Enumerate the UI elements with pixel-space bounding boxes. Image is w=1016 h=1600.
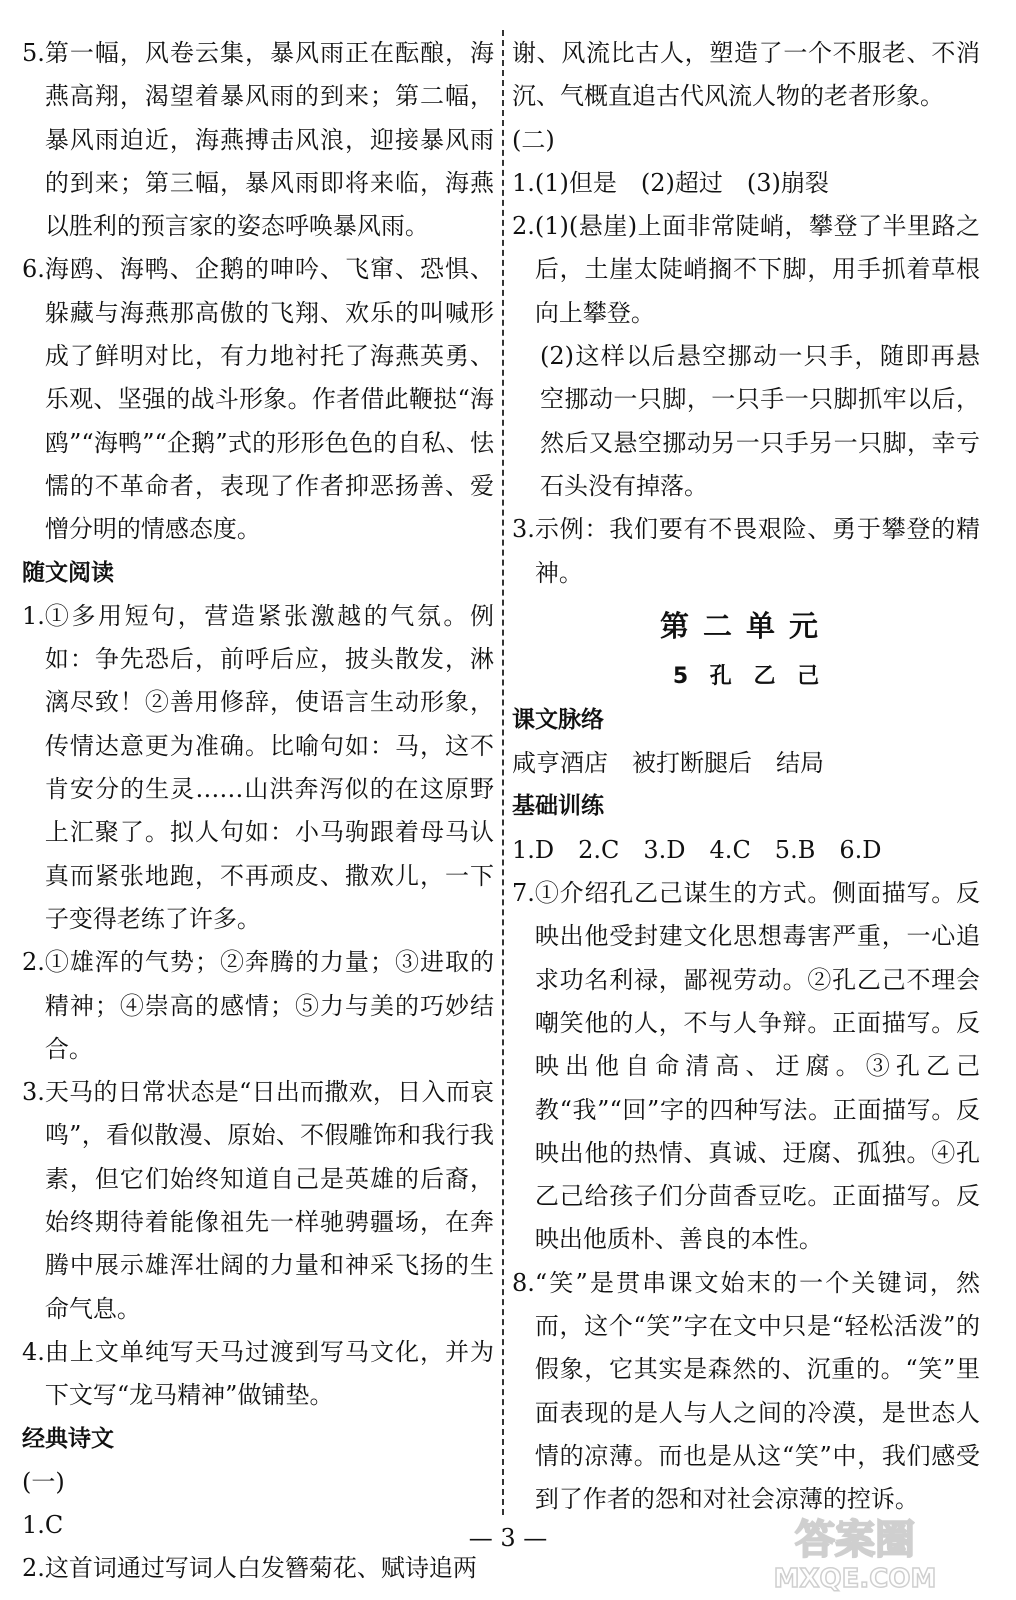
item-number: 5. <box>22 39 45 67</box>
item-text: 示例：我们要有不畏艰险、勇于攀登的精神。 <box>534 515 980 587</box>
item-text: 第一幅，风卷云集，暴风雨正在酝酿，海燕高翔，渴望着暴风雨的到来；第二幅，暴风雨迫近，海燕搏击风浪，迎接暴风雨的到来；第三幅，暴风雨即将来临，海燕以胜利的预言家的姿态呼唤暴风雨。 <box>44 39 494 241</box>
answer-item <box>22 941 494 1071</box>
item-text: 这首词通过写词人白发簪菊花、赋诗追两 <box>44 1554 477 1583</box>
item-number: 1. <box>512 168 535 197</box>
item-number: 2. <box>22 1554 45 1583</box>
left-column <box>22 32 494 1591</box>
watermark-logo <box>740 1505 970 1595</box>
item-number: 4. <box>22 1337 45 1366</box>
item-text: “笑”是贯串课文始末的一个关键词，然而，这个“笑”字在文中只是“轻松活泼”的假象，它其实是森然的、沉重的。“笑”里面表现的是人与人之间的冷漠，是世态人情的凉薄。而也是从这“笑”中，我们感受到了作者的怨和对社会凉薄的控诉。 <box>534 1268 980 1514</box>
answer-item <box>22 1331 494 1418</box>
answer-item <box>512 205 980 335</box>
lesson-title: 5 孔 乙 己 <box>672 663 820 689</box>
item-number: 7. <box>512 879 535 908</box>
item-text: (1)但是 (2)超过 (3)崩裂 <box>534 168 829 197</box>
unit-title: 第二单元 <box>659 608 832 643</box>
item-text: ①多用短句，营造紧张激越的气氛。例如：争先恐后，前呼后应，披头散发，淋漓尽致！②善用修辞，使语言生动形象，传情达意更为准确。比喻句如：马，这不肯安分的生灵……山洪奔泻似的在这原野上汇聚了。拟人句如：小马驹跟着母马认真而紧张地跑，不再顽皮、撒欢儿，一下子变得老练了许多。 <box>44 601 494 933</box>
watermark-text: 答案圈 <box>795 1517 915 1563</box>
paragraph: (二) <box>512 125 555 154</box>
section-heading: 基础训练 <box>512 793 604 820</box>
item-text: ①雄浑的气势；②奔腾的力量；③进取的精神；④崇高的感情；⑤力与美的巧妙结合。 <box>44 948 494 1063</box>
item-text: ①介绍孔乙己谋生的方式。侧面描写。反映出他受封建文化思想毒害严重，一心追求功名利禄，鄙视劳动。②孔乙己不理会嘲笑他的人，不与人争辩。正面描写。反映出他自命清高、迂腐。③孔乙己教“我”“回”字的四种写法。正面描写。反映出他的热情、真诚、迂腐、孤独。④孔乙己给孩子们分茴香豆吃。正面描写。反映出他质朴、善良的本性。 <box>534 879 980 1254</box>
column-divider <box>502 30 504 1515</box>
item-number: 2. <box>22 948 45 977</box>
item-text: 由上文单纯写天马过渡到写马文化，并为下文写“龙马精神”做铺垫。 <box>44 1337 494 1410</box>
section-heading: 课文脉络 <box>512 706 604 733</box>
answer-item <box>512 872 980 1262</box>
item-text: 天马的日常状态是“日出而撒欢，日入而哀鸣”，看似散漫、原始、不假雕饰和我行我素，但它们始终知道自己是英雄的后裔，始终期待着能像祖先一样驰骋疆场，在奔腾中展示雄浑壮阔的力量和神采飞扬的生命气息。 <box>44 1078 494 1323</box>
item-number: 3. <box>22 1078 45 1107</box>
indented-paragraph: (2)这样以后悬空挪动一只手，随即再悬空挪动一只脚，一只手一只脚抓牢以后，然后又悬空挪动另一只手另一只脚，幸亏石头没有掉落。 <box>540 342 980 500</box>
answer-item <box>22 1547 494 1590</box>
item-number: 3. <box>512 515 535 544</box>
item-text: (1)(悬崖)上面非常陡峭，攀登了半里路之后，土崖太陡峭搁不下脚，用手抓着草根向上攀登。 <box>534 212 980 327</box>
answer-item <box>512 508 980 595</box>
watermark-url: MXQE.COM <box>773 1564 937 1594</box>
right-column <box>512 32 980 1522</box>
item-number: 1. <box>22 1511 45 1540</box>
answer-item <box>512 1262 980 1522</box>
answer-item <box>512 162 980 205</box>
paragraph: 咸亨酒店 被打断腿后 结局 <box>512 749 824 778</box>
page-number: — 3 — <box>468 1524 548 1552</box>
item-number: 1. <box>22 601 45 630</box>
paragraph: 1.D 2.C 3.D 4.C 5.B 6.D <box>512 835 882 864</box>
answer-item <box>22 1071 494 1331</box>
item-text: 海鸥、海鸭、企鹅的呻吟、飞窜、恐惧、躲藏与海燕那高傲的飞翔、欢乐的叫喊形成了鲜明对比，有力地衬托了海燕英勇、乐观、坚强的战斗形象。作者借此鞭挞“海鸥”“海鸭”“企鹅”式的形形色色的自私、怯懦的不革命者，表现了作者抑恶扬善、爱憎分明的情感态度。 <box>44 255 494 544</box>
section-heading: 随文阅读 <box>22 559 114 586</box>
item-number: 2. <box>512 212 535 241</box>
paragraph: (一) <box>22 1467 65 1496</box>
item-number: 6. <box>22 255 45 284</box>
item-text: C <box>44 1511 64 1540</box>
paragraph: 谢、风流比古人，塑造了一个不服老、不消沉、气概直追古代风流人物的老者形象。 <box>512 39 980 111</box>
answer-item <box>22 595 494 941</box>
section-heading: 经典诗文 <box>22 1425 114 1452</box>
item-number: 8. <box>512 1268 535 1297</box>
answer-item <box>22 32 494 248</box>
answer-item <box>22 248 494 551</box>
